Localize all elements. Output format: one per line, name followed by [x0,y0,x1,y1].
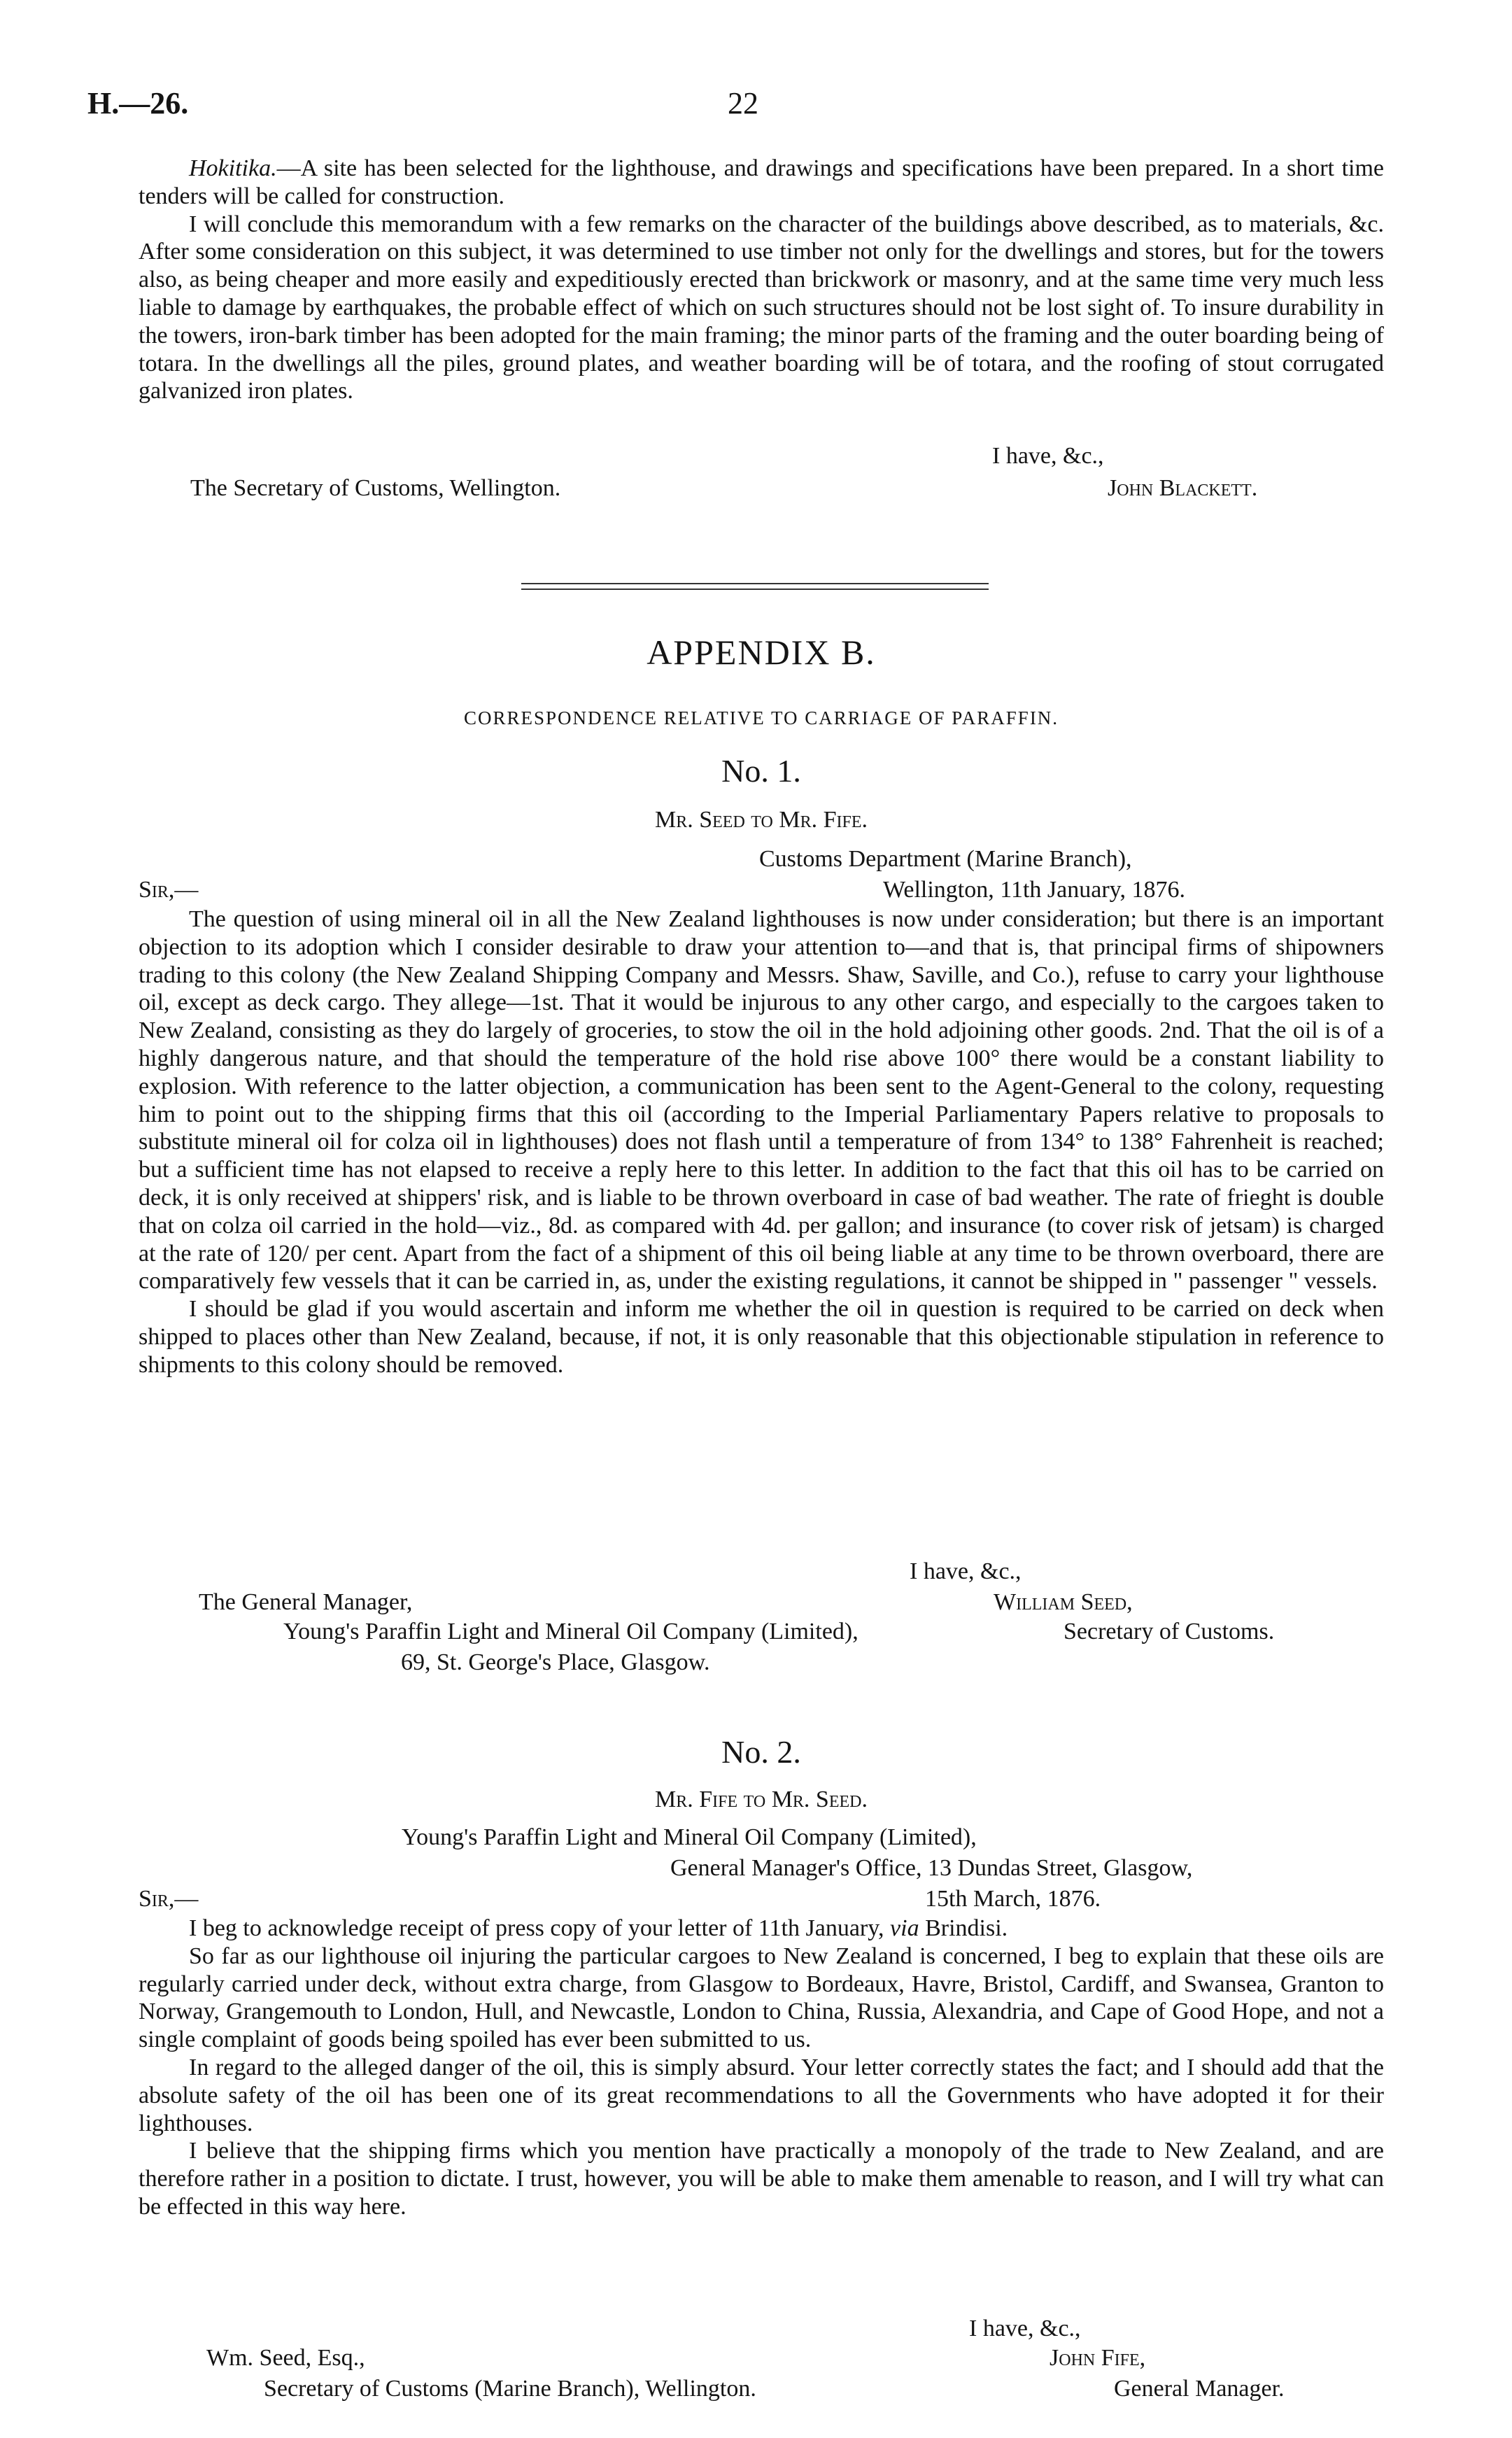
letter-1-closing: I have, &c., [910,1558,1022,1584]
letter-1-addressee-line2: Young's Paraffin Light and Mineral Oil Company (Limited), [283,1619,859,1644]
letter-1-body [139,906,1384,1379]
intro-signature: John Blackett. [1108,475,1258,501]
letter-1-signature-name: William Seed, [994,1589,1133,1615]
intro-addressee: The Secretary of Customs, Wellington. [190,475,561,501]
letter-1-address-line2: Wellington, 11th January, 1876. [883,877,1185,903]
letter-1-signature-title: Secretary of Customs. [1064,1619,1275,1644]
letter-2-address-line3: 15th March, 1876. [925,1886,1101,1912]
letter-1-number: No. 1. [721,753,801,789]
section-divider [521,583,989,584]
hokitika-paragraph [139,155,1384,211]
letter-1-addressee-line3: 69, St. George's Place, Glasgow. [401,1649,710,1675]
appendix-title: APPENDIX B. [647,633,876,672]
report-reference: H.—26. [87,86,189,120]
letter-2-via: via [890,1915,919,1941]
hokitika-lead: Hokitika. [189,155,277,181]
letter-1-addressee-line1: The General Manager, [199,1589,413,1615]
letter-2-addressee-line1: Wm. Seed, Esq., [206,2345,365,2371]
letter-2-signature-name: John Fife, [1050,2345,1146,2371]
hokitika-text: —A site has been selected for the lighthouse, and drawings and specifications have been prepared. In a short time tenders will be called for construction. [139,155,1384,209]
letter-2-paragraph-2: So far as our lighthouse oil injuring the particular cargoes to New Zealand is concerned, I beg to explain that these oils are regularly carried under deck, without extra charge, from Glasgow to Bordeaux, Havre, Bristol, Cardiff, and Swansea, Granton to Norway, Grangemouth to London, Hull, and Newcastle, London to China, Russia, Alexandria, and Cape of Good Hope, and not a single complaint of goods being spoiled has ever been submitted to us. [139,1943,1384,2053]
letter-1-paragraph-1: The question of using mineral oil in all the New Zealand lighthouses is now under consideration; but there is an important objection to its adoption which I consider desirable to draw your attention to—and that is, that principal firms of shipowners trading to this colony (the New Zealand Shipping Company and Messrs. Shaw, Saville, and Co.), refuse to carry your lighthouse oil, except as deck cargo. They allege—1st. That it would be injurous to any other cargo, and especially to the cargoes taken to New Zealand, consisting as they do largely of groceries, to stow the oil in the hold adjoining other goods. 2nd. That the oil is of a highly dangerous nature, and that should the temperature of the hold rise above 100° there would be a constant liability to explosion. With reference to the latter objection, a communication has been sent to the Agent-General to the colony, requesting him to point out to the shipping firms that this oil (according to the Imperial Parliamentary Papers relative to proposals to substitute mineral oil for colza oil in lighthouses) does not flash until a temperature of from 134° to 138° Fahrenheit is reached; but a sufficient time has not elapsed to receive a reply here to this letter. In addition to the fact that this oil has to be carried on deck, it is only received at shippers' risk, and is liable to be thrown overboard in case of bad weather. The rate of frieght is double that on colza oil carried in the hold—viz., 8d. as compared with 4d. per gallon; and insurance (to cover risk of jetsam) is charged at the rate of 120/ per cent. Apart from the fact of a shipment of this oil being liable at any time to be thrown overboard, there are comparatively few vessels that it can be carried in, as, under the existing regulations, it cannot be shipped in " passenger " vessels. [139,906,1384,1295]
section-divider [521,589,989,590]
letter-2-paragraph-3: In regard to the alleged danger of the oil, this is simply absurd. Your letter correctly states the fact; and I should add that the absolute safety of the oil has been one of its great recommendations to all the Governments who have adopted it for their lighthouses. [139,2054,1384,2136]
letter-1-salutation: Sir,— [139,877,199,903]
letter-1-address-line1: Customs Department (Marine Branch), [759,846,1132,872]
letter-2-number: No. 2. [721,1734,801,1770]
letter-2-body [139,1915,1384,2221]
letter-2-paragraph-1 [139,1915,1384,1943]
memorandum-body [139,155,1384,405]
letter-2-from-to: Mr. Fife to Mr. Seed. [654,1787,868,1812]
letter-2-address-line2: General Manager's Office, 13 Dundas Street, Glasgow, [670,1855,1193,1881]
letter-2-signature-title: General Manager. [1114,2376,1285,2402]
letter-2-paragraph-1-post: Brindisi. [919,1915,1008,1941]
letter-1-paragraph-2: I should be glad if you would ascertain and inform me whether the oil in question is required to be carried on deck when shipped to places other than New Zealand, because, if not, it is only reasonable that this objectionable stipulation in reference to shipments to this colony should be removed. [139,1296,1384,1378]
page-number: 22 [728,86,758,120]
letter-1-from-to: Mr. Seed to Mr. Fife. [654,807,868,833]
appendix-subtitle: CORRESPONDENCE RELATIVE TO CARRIAGE OF PARAFFIN. [463,707,1059,728]
letter-2-paragraph-4: I believe that the shipping firms which you mention have practically a monopoly of the trade to New Zealand, and are therefore rather in a position to dictate. I trust, however, you will be able to make them amenable to reason, and I will try what can be effected in this way here. [139,2138,1384,2220]
materials-paragraph: I will conclude this memorandum with a few remarks on the character of the buildings above described, as to materials, &c. After some consideration on this subject, it was determined to use timber not only for the dwellings and stores, but for the towers also, as being cheaper and more easily and expeditiously erected than brickwork or masonry, and at the same time very much less liable to damage by earthquakes, the probable effect of which on such structures should not be lost sight of. To insure durability in the towers, iron-bark timber has been adopted for the main framing; the minor parts of the framing and the outer boarding being of totara. In the dwellings all the piles, ground plates, and weather boarding will be of totara, and the roofing of stout corrugated galvanized iron plates. [139,211,1384,404]
letter-2-salutation: Sir,— [139,1886,199,1912]
intro-closing: I have, &c., [992,443,1104,469]
letter-2-closing: I have, &c., [969,2316,1081,2341]
letter-2-addressee-line2: Secretary of Customs (Marine Branch), Wellington. [264,2376,756,2402]
letter-2-paragraph-1-pre: I beg to acknowledge receipt of press copy of your letter of 11th January, [189,1915,891,1941]
letter-2-address-line1: Young's Paraffin Light and Mineral Oil Company (Limited), [402,1824,977,1850]
